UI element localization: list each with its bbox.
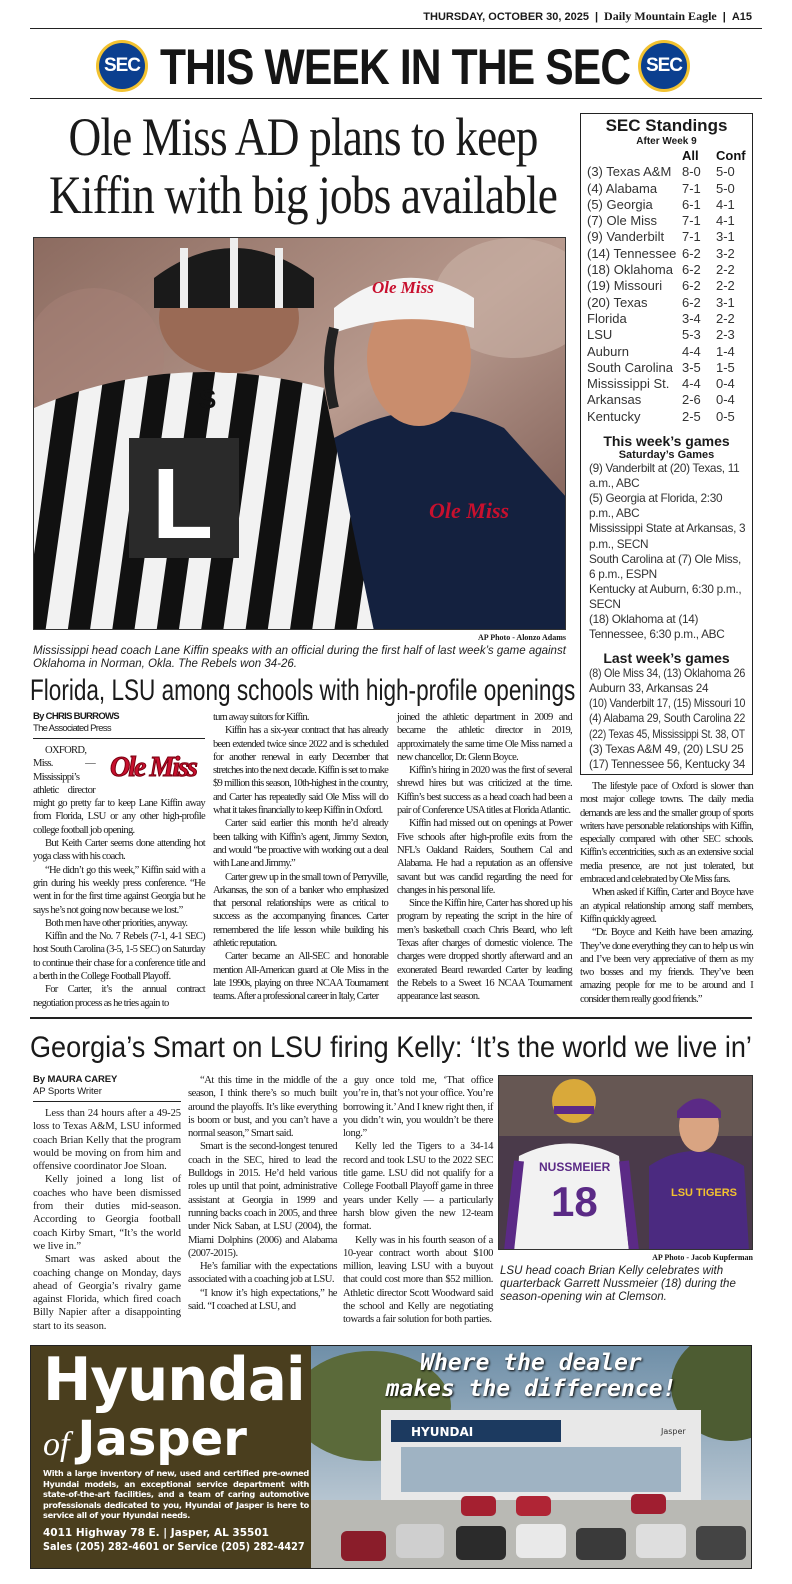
paragraph: Carter became an All-SEC and honorable mention All-American guard at Ole Miss in the late 1990s, playing on three NCAA Tournament teams. After a professional career in Italy, Carter [213, 951, 388, 1003]
paragraph: Smart is the second-longest tenured coach in the SEC, hired to lead the Bulldogs in 2015. He’d held various roles up until that point, administrative assistant at Georgia in 1999 and running backs coach in 2005, and three under Nick Saban, at LSU (2004), the Miami Dolphins (2006) and Alabama (2007-2015). [188, 1141, 337, 1259]
standings-all: 4-4 [682, 343, 701, 359]
game-text: Mississippi State at Arkansas, 3 p.m., SECN [589, 521, 746, 551]
standings-conf: 3-1 [716, 294, 735, 310]
standings-team: (4) Alabama [587, 180, 658, 196]
standings-team: (19) Missouri [587, 278, 663, 294]
standings-team: South Carolina [587, 359, 673, 375]
game-text: South Carolina at (7) Ole Miss, 6 p.m., ESPN [589, 551, 741, 581]
paragraph: Since the Kiffin hire, Carter has shored up his program by repeating the script in the hire of men’s basketball coach Chris Beard, who left Texas after charges of domestic violence. The charges were dropped shortly afterward and an exonerated Beard rewarded Carter by leading the Rebels to a Sweet 16 NCAA Tournament appearance last season. [397, 898, 572, 1003]
slogan-line-1: Where the dealer [420, 1350, 642, 1376]
standings-team: Auburn [587, 343, 629, 359]
standings-all: 6-2 [682, 245, 701, 261]
game-text: (18) Oklahoma at (14) Tennessee, 6:30 p.m., ABC [589, 611, 725, 642]
standings-team: (20) Texas [587, 294, 648, 310]
standings-title: SEC Standings [605, 116, 728, 135]
paragraph: joined the athletic department in 2009 and became the athletic director in 2019, approximately the same time Ole Miss named a new chancellor, Dr. Glenn Boyce. [397, 712, 572, 763]
game-item [587, 461, 746, 491]
game-item [587, 666, 746, 681]
photo-caption: Mississippi head coach Lane Kiffin speaks with an official during the first half of last week’s game against Oklahoma in Norman, Okla. The Rebels won 34-26. [33, 645, 566, 670]
standings-row [587, 197, 746, 213]
paragraph: turn away suitors for Kiffin. [213, 712, 309, 723]
sec-logo-icon [96, 40, 148, 92]
game-text: Auburn 33, Arkansas 24 [589, 681, 709, 696]
standings-row [587, 376, 746, 392]
paragraph: “I know it’s high expectations,” he said. “I coached at LSU, and [188, 1287, 337, 1313]
separator: | [722, 10, 726, 23]
paragraph: But Keith Carter seems done attending hot yoga class with his coach. [33, 838, 205, 863]
standings-all: 6-2 [682, 294, 701, 310]
byline-org: AP Sports Writer [33, 1086, 181, 1102]
this-week-games [587, 461, 746, 642]
standings-row [587, 164, 746, 180]
last-week-title: Last week’s games [603, 650, 730, 667]
game-item [587, 491, 746, 521]
game-item [587, 727, 746, 742]
paragraph: Kiffin and the No. 7 Rebels (7-1, 4-1 SEC) host South Carolina (3-5, 1-5 SEC) on Saturday to continue their chase for a conference title and a berth in the College Football Playoff. [33, 931, 205, 983]
game-item [587, 757, 746, 772]
headline-story2-box [30, 1030, 752, 1066]
ad-phones: Sales (205) 282-4601 or Service (205) 282-4427 [43, 1540, 305, 1553]
ad-location [43, 1412, 247, 1466]
standings-team: LSU [587, 327, 613, 343]
standings-all: 2-6 [682, 392, 701, 408]
story1-column-2 [213, 711, 388, 1004]
standings-all: 7-1 [682, 229, 701, 245]
ad-of: of [43, 1426, 70, 1463]
ad-address: 4011 Highway 78 E. | Jasper, AL 35501 [43, 1526, 269, 1539]
photo-credit: AP Photo - Alonzo Adams [477, 633, 566, 642]
standings-all: 5-3 [682, 327, 701, 343]
standings-conf: 1-5 [716, 359, 735, 375]
headline-story2: Georgia’s Smart on LSU firing Kelly: ‘It’s the world we live in’ [30, 1031, 752, 1064]
paragraph: When asked if Kiffin, Carter and Boyce have an atypical relationship among staff members, Kiffin quickly agreed. [580, 887, 753, 925]
standings-conf: 5-0 [716, 180, 735, 196]
ref-letter: L [152, 448, 214, 560]
standings-all: 6-2 [682, 262, 701, 278]
byline: By MAURA CAREY [33, 1074, 118, 1085]
standings-team: (9) Vanderbilt [587, 229, 665, 245]
standings-row [587, 278, 746, 294]
visor-logo: Ole Miss [372, 278, 434, 297]
ref-letter2: S [199, 384, 217, 414]
game-text: (9) Vanderbilt at (20) Texas, 11 a.m., ABC [589, 461, 740, 491]
story1-column-4 [580, 780, 753, 1006]
photo-caption: LSU head coach Brian Kelly celebrates with quarterback Garrett Nussmeier (18) during the season-opening win at Clemson. [500, 1265, 736, 1303]
standings-conf: 1-4 [716, 343, 735, 359]
standings-all: 6-2 [682, 278, 701, 294]
story1-column-1 [33, 711, 205, 1010]
paragraph: “At this time in the middle of the season, I think there’s so much built around the playoffs. It’s like everything is boom or bust, and you can’t have a normal season,” Smart said. [188, 1075, 337, 1140]
section-banner [160, 38, 630, 96]
last-week-games [587, 666, 746, 772]
standings-header [587, 148, 746, 164]
ole-miss-logo: Ole Miss [110, 752, 196, 783]
standings-conf: 2-2 [716, 310, 735, 326]
hyundai-advertisement[interactable] [30, 1345, 752, 1569]
standings-row [587, 246, 746, 262]
game-item [587, 521, 746, 551]
paragraph: Kelly led the Tigers to a 34-14 record and took LSU to the 2022 SEC title game. LSU did not qualify for a College Football Playoff game in three years under Kelly — a particularly harsh blow given the new 12-team format. [343, 1141, 493, 1233]
paragraph: The lifestyle pace of Oxford is slower than most major college towns. The daily media demands are less and the smaller group of sports writers have personable relationships with Kiffin, especially compared with other SEC schools. Kiffin’s eccentricities, such as an extensive social media presence, are not just tolerated, but embraced and celebrated by Ole Miss fans. [580, 781, 753, 886]
byline: By CHRIS BURROWS [33, 711, 119, 722]
standings-team: (3) Texas A&M [587, 164, 672, 180]
sec-logo-text: SEC [641, 43, 687, 89]
standings-conf: 2-3 [716, 327, 735, 343]
ad-description: With a large inventory of new, used and certified pre-owned Hyundai models, an exceptional service department with state-of-the-art facilities, and a team of caring automotive professionals dedicated to you, Hyundai of Jasper is here to service all of your Hyundai needs. [43, 1468, 309, 1520]
game-text: (3) Texas A&M 49, (20) LSU 25 [589, 741, 744, 756]
col-conf: Conf [716, 148, 746, 163]
standings-row [587, 344, 746, 360]
standings-team: (18) Oklahoma [587, 262, 673, 278]
game-item [587, 742, 746, 757]
paragraph: “Dr. Boyce and Keith have been amazing. They’ve done everything they can to help us win and I’ve been very appreciative of them as my two bosses and my friends. They’ve been amazing people for me to be around and I consider them really good friends.” [580, 927, 753, 1005]
paragraph: “He didn’t go this week,” Kiffin said with a grin during his weekly press conference. “He went in for the first time against Georgia but he says he’s not going now because we lost.” [33, 864, 205, 916]
photo-kelly-nussmeier [498, 1075, 753, 1250]
game-item [587, 711, 746, 726]
standings-team: Arkansas [587, 392, 642, 408]
paragraph: Smart was asked about the coaching change on Monday, days ahead of Georgia’s rivalry game against Florida, which fired coach Billy Napier after a disappointing start to its season. [33, 1254, 181, 1332]
paragraph: Kelly joined a long list of coaches who have been dismissed from their duties mid-season. According to Georgia football coach Kirby Smart, “It’s the world we live in.” [33, 1174, 181, 1252]
standings-team: Mississippi St. [587, 376, 670, 392]
this-week-subtitle: Saturday’s Games [618, 449, 715, 462]
game-item [587, 612, 746, 642]
sec-standings-box [580, 113, 753, 775]
col-all: All [682, 148, 699, 163]
paragraph: Carter grew up in the small town of Perryville, Arkansas, the son of a banker who emphasized that personal relationships were as critical to success as the accompanying finances. Carter remembered the life lesson while building his athletic reputation. [213, 871, 388, 950]
paragraph: For Carter, it’s the annual contract negotiation process as he tries again to [33, 984, 205, 1009]
game-text: (10) Vanderbilt 17, (15) Missouri 10 [589, 696, 746, 711]
paragraph: Kiffin had missed out on openings at Power Five schools after high-profile exits from the NFL’s Oakland Raiders, Southern Cal and Alabama. He had a reputation as an offensive savant but was candid regarding the need for changes in his personal life. [397, 818, 572, 896]
column-text [33, 1107, 181, 1333]
standings-row [587, 229, 746, 245]
standings-all: 8-0 [682, 164, 701, 180]
standings-conf: 2-2 [716, 278, 735, 294]
paragraph: He’s familiar with the expectations associated with a coaching job at LSU. [188, 1261, 337, 1286]
game-item [587, 552, 746, 582]
standings-conf: 0-5 [716, 408, 735, 424]
standings-conf: 0-4 [716, 376, 735, 392]
game-item [587, 696, 746, 711]
game-text: (17) Tennessee 56, Kentucky 34 [589, 756, 745, 771]
standings-row [587, 262, 746, 278]
paragraph: Kiffin’s hiring in 2020 was the first of several shrewd hires but was criticized at the time. Kiffin’s best success as a head coach had been a pair of Conference USA titles at Florida Atlantic. [397, 765, 572, 817]
dateline [423, 9, 752, 24]
sec-logo-text: SEC [99, 43, 145, 89]
standings-conf: 0-4 [716, 392, 735, 408]
standings-all: 2-5 [682, 408, 701, 424]
story2-column-2 [188, 1074, 337, 1313]
issue-date: THURSDAY, OCTOBER 30, 2025 [423, 10, 589, 23]
building-sign-2: Jasper [661, 1427, 686, 1436]
shirt-logo: Ole Miss [429, 498, 510, 523]
ad-location-name: Jasper [77, 1411, 247, 1467]
page-number: A15 [731, 10, 752, 23]
standings-row [587, 213, 746, 229]
standings-conf: 3-2 [716, 245, 735, 261]
photo-kiffin-official [33, 237, 566, 630]
headline-story1: Ole Miss AD plans to keep Kiffin with big jobs available [48, 107, 558, 225]
standings-all: 3-5 [682, 359, 701, 375]
game-item [587, 681, 746, 696]
standings-row [587, 360, 746, 376]
standings-team: (5) Georgia [587, 196, 653, 212]
standings-team: (7) Ole Miss [587, 213, 658, 229]
banner-rule [30, 98, 762, 99]
standings-conf: 4-1 [716, 213, 735, 229]
standings-conf: 5-0 [716, 164, 735, 180]
standings-all: 7-1 [682, 180, 701, 196]
ad-slogan [331, 1350, 731, 1402]
standings-subtitle: After Week 9 [636, 136, 697, 147]
paragraph: Carter said earlier this month he’d already been talking with Kiffin’s agent, Jimmy Sexton, and would “be proactive with working out a deal with Lane and Jimmy.” [213, 818, 388, 870]
standings-row [587, 295, 746, 311]
photo-credit: AP Photo - Jacob Kupferman [652, 1253, 753, 1262]
game-text: (5) Georgia at Florida, 2:30 p.m., ABC [589, 491, 723, 521]
slogan-line-2: makes the difference! [385, 1376, 677, 1402]
standings-row [587, 392, 746, 408]
paragraph: a guy once told me, ‘That office you’re in, that’s not your office. You’re borrowing it.’ And I knew right then, if you didn’t win, you wouldn’t be there long.” [343, 1075, 493, 1140]
headline-story1-box [30, 108, 576, 232]
building-sign: HYUNDAI [411, 1425, 474, 1439]
standings-conf: 2-2 [716, 262, 735, 278]
ad-brand: Hyundai [43, 1345, 305, 1415]
paragraph: Less than 24 hours after a 49-25 loss to Texas A&M, LSU informed coach Brian Kelly that the program would be moving on from him and offensive coordinator Joe Sloan. [33, 1108, 181, 1173]
sec-logo-icon [638, 40, 690, 92]
paragraph: Both men have other priorities, anyway. [45, 917, 188, 929]
paragraph: Kelly was in his fourth season of a 10-year contract worth about $100 million, leaving LSU with a buyout that could cost more than $52 million. Athletic director Scott Woodward said the school and Kelly are negotiating towards a fair solution for both parties. [343, 1234, 493, 1326]
section-title: THIS WEEK IN THE SEC [160, 39, 631, 95]
story2-column-1 [33, 1074, 181, 1333]
paragraph: Kiffin has a six-year contract that has already been extended twice since 2022 and is scheduled for another renewal in early December that stretches into the next decade. Kiffin is set to make $9 million this season, 10th-highest in the country, and Carter has repeatedly said Ole Miss will do what it takes financially to keep Kiffin in Oxford. [213, 725, 388, 817]
standings-conf: 4-1 [716, 196, 735, 212]
game-text: (22) Texas 45, Mississippi St. 38, OT [589, 726, 745, 741]
jersey-number: 18 [551, 1178, 598, 1225]
newspaper-name: Daily Mountain Eagle [604, 9, 717, 23]
separator: | [594, 10, 599, 23]
game-text: Kentucky at Auburn, 6:30 p.m., SECN [589, 581, 742, 611]
story2-column-3 [343, 1074, 493, 1327]
standings-conf: 3-1 [716, 229, 735, 245]
game-item [587, 582, 746, 612]
header-rule [30, 28, 762, 29]
standings-all: 3-4 [682, 310, 701, 326]
standings-team: Florida [587, 310, 627, 326]
this-week-title: This week’s games [603, 433, 730, 450]
game-text: (4) Alabama 29, South Carolina 22 [589, 711, 746, 726]
ad-text-block [43, 1345, 309, 1554]
game-text: (8) Ole Miss 34, (13) Oklahoma 26 [589, 666, 746, 681]
jersey-name: NUSSMEIER [539, 1160, 611, 1174]
subhead-story1: Florida, LSU among schools with high-profile openings [30, 674, 576, 707]
standings-table [587, 164, 746, 425]
standings-all: 4-4 [682, 376, 701, 392]
standings-row [587, 327, 746, 343]
standings-row [587, 311, 746, 327]
ad-contact [43, 1526, 309, 1554]
standings-team: Kentucky [587, 408, 641, 424]
standings-row [587, 181, 746, 197]
standings-all: 7-1 [682, 213, 701, 229]
shirt-text: LSU TIGERS [671, 1187, 738, 1199]
section-divider [30, 1017, 752, 1019]
standings-row [587, 409, 746, 425]
standings-team: (14) Tennessee [587, 245, 677, 261]
subhead-story1-box [30, 674, 575, 708]
standings-all: 6-1 [682, 196, 701, 212]
story1-column-3 [397, 711, 572, 1004]
paragraph: OXFORD, Miss. — Mississippi’s athletic director might go pretty far to keep Lane Kiffin away from Florida, LSU or any other high-profile college football job opening. [33, 745, 205, 836]
byline-org: The Associated Press [33, 723, 205, 739]
